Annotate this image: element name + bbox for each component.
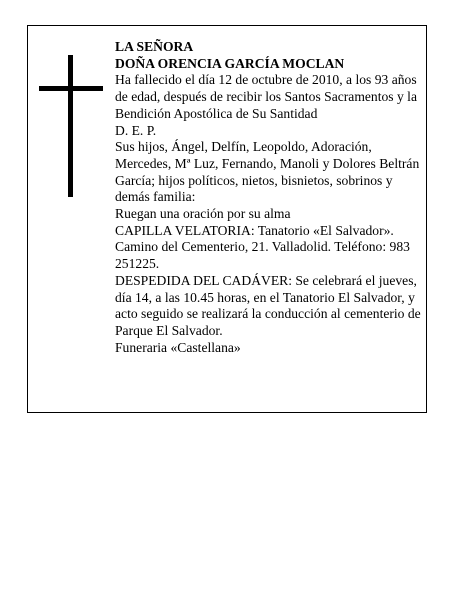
dep-text: D. E. P.	[115, 122, 157, 138]
notice-heading: LA SEÑORA	[115, 39, 194, 54]
cross-horizontal-bar	[39, 86, 103, 91]
cross-vertical-bar	[68, 55, 73, 197]
chapel-text: CAPILLA VELATORIA: Tanatorio «El Salvador». Camino del Cementerio, 21. Valladolid. Teléfono: 983 251225.	[115, 222, 410, 272]
obituary-notice	[27, 25, 427, 413]
farewell-text: DESPEDIDA DEL CADÁVER: Se celebrará el jueves, día 14, a las 10.45 horas, en el Tanatorio El Salvador, y acto seguido se realizará la conducción al cementerio de Parque El Salvador.	[115, 272, 421, 338]
prayer-text: Ruegan una oración por su alma	[115, 206, 291, 222]
family-text: Sus hijos, Ángel, Delfín, Leopoldo, Adoración, Mercedes, Mª Luz, Fernando, Manoli y Dolores Beltrán García; hijos políticos, nietos, bisnietos, sobrinos y demás familia:	[115, 139, 420, 205]
death-info: Ha fallecido el día 12 de octubre de 2010, a los 93 años de edad, después de recibir los Santos Sacramentos y la Bendición Apostólica de Su Santidad	[115, 72, 417, 121]
notice-text	[115, 39, 427, 356]
funeral-home-text: Funeraria «Castellana»	[115, 339, 241, 355]
deceased-name: DOÑA ORENCIA GARCÍA MOCLAN	[115, 55, 345, 71]
